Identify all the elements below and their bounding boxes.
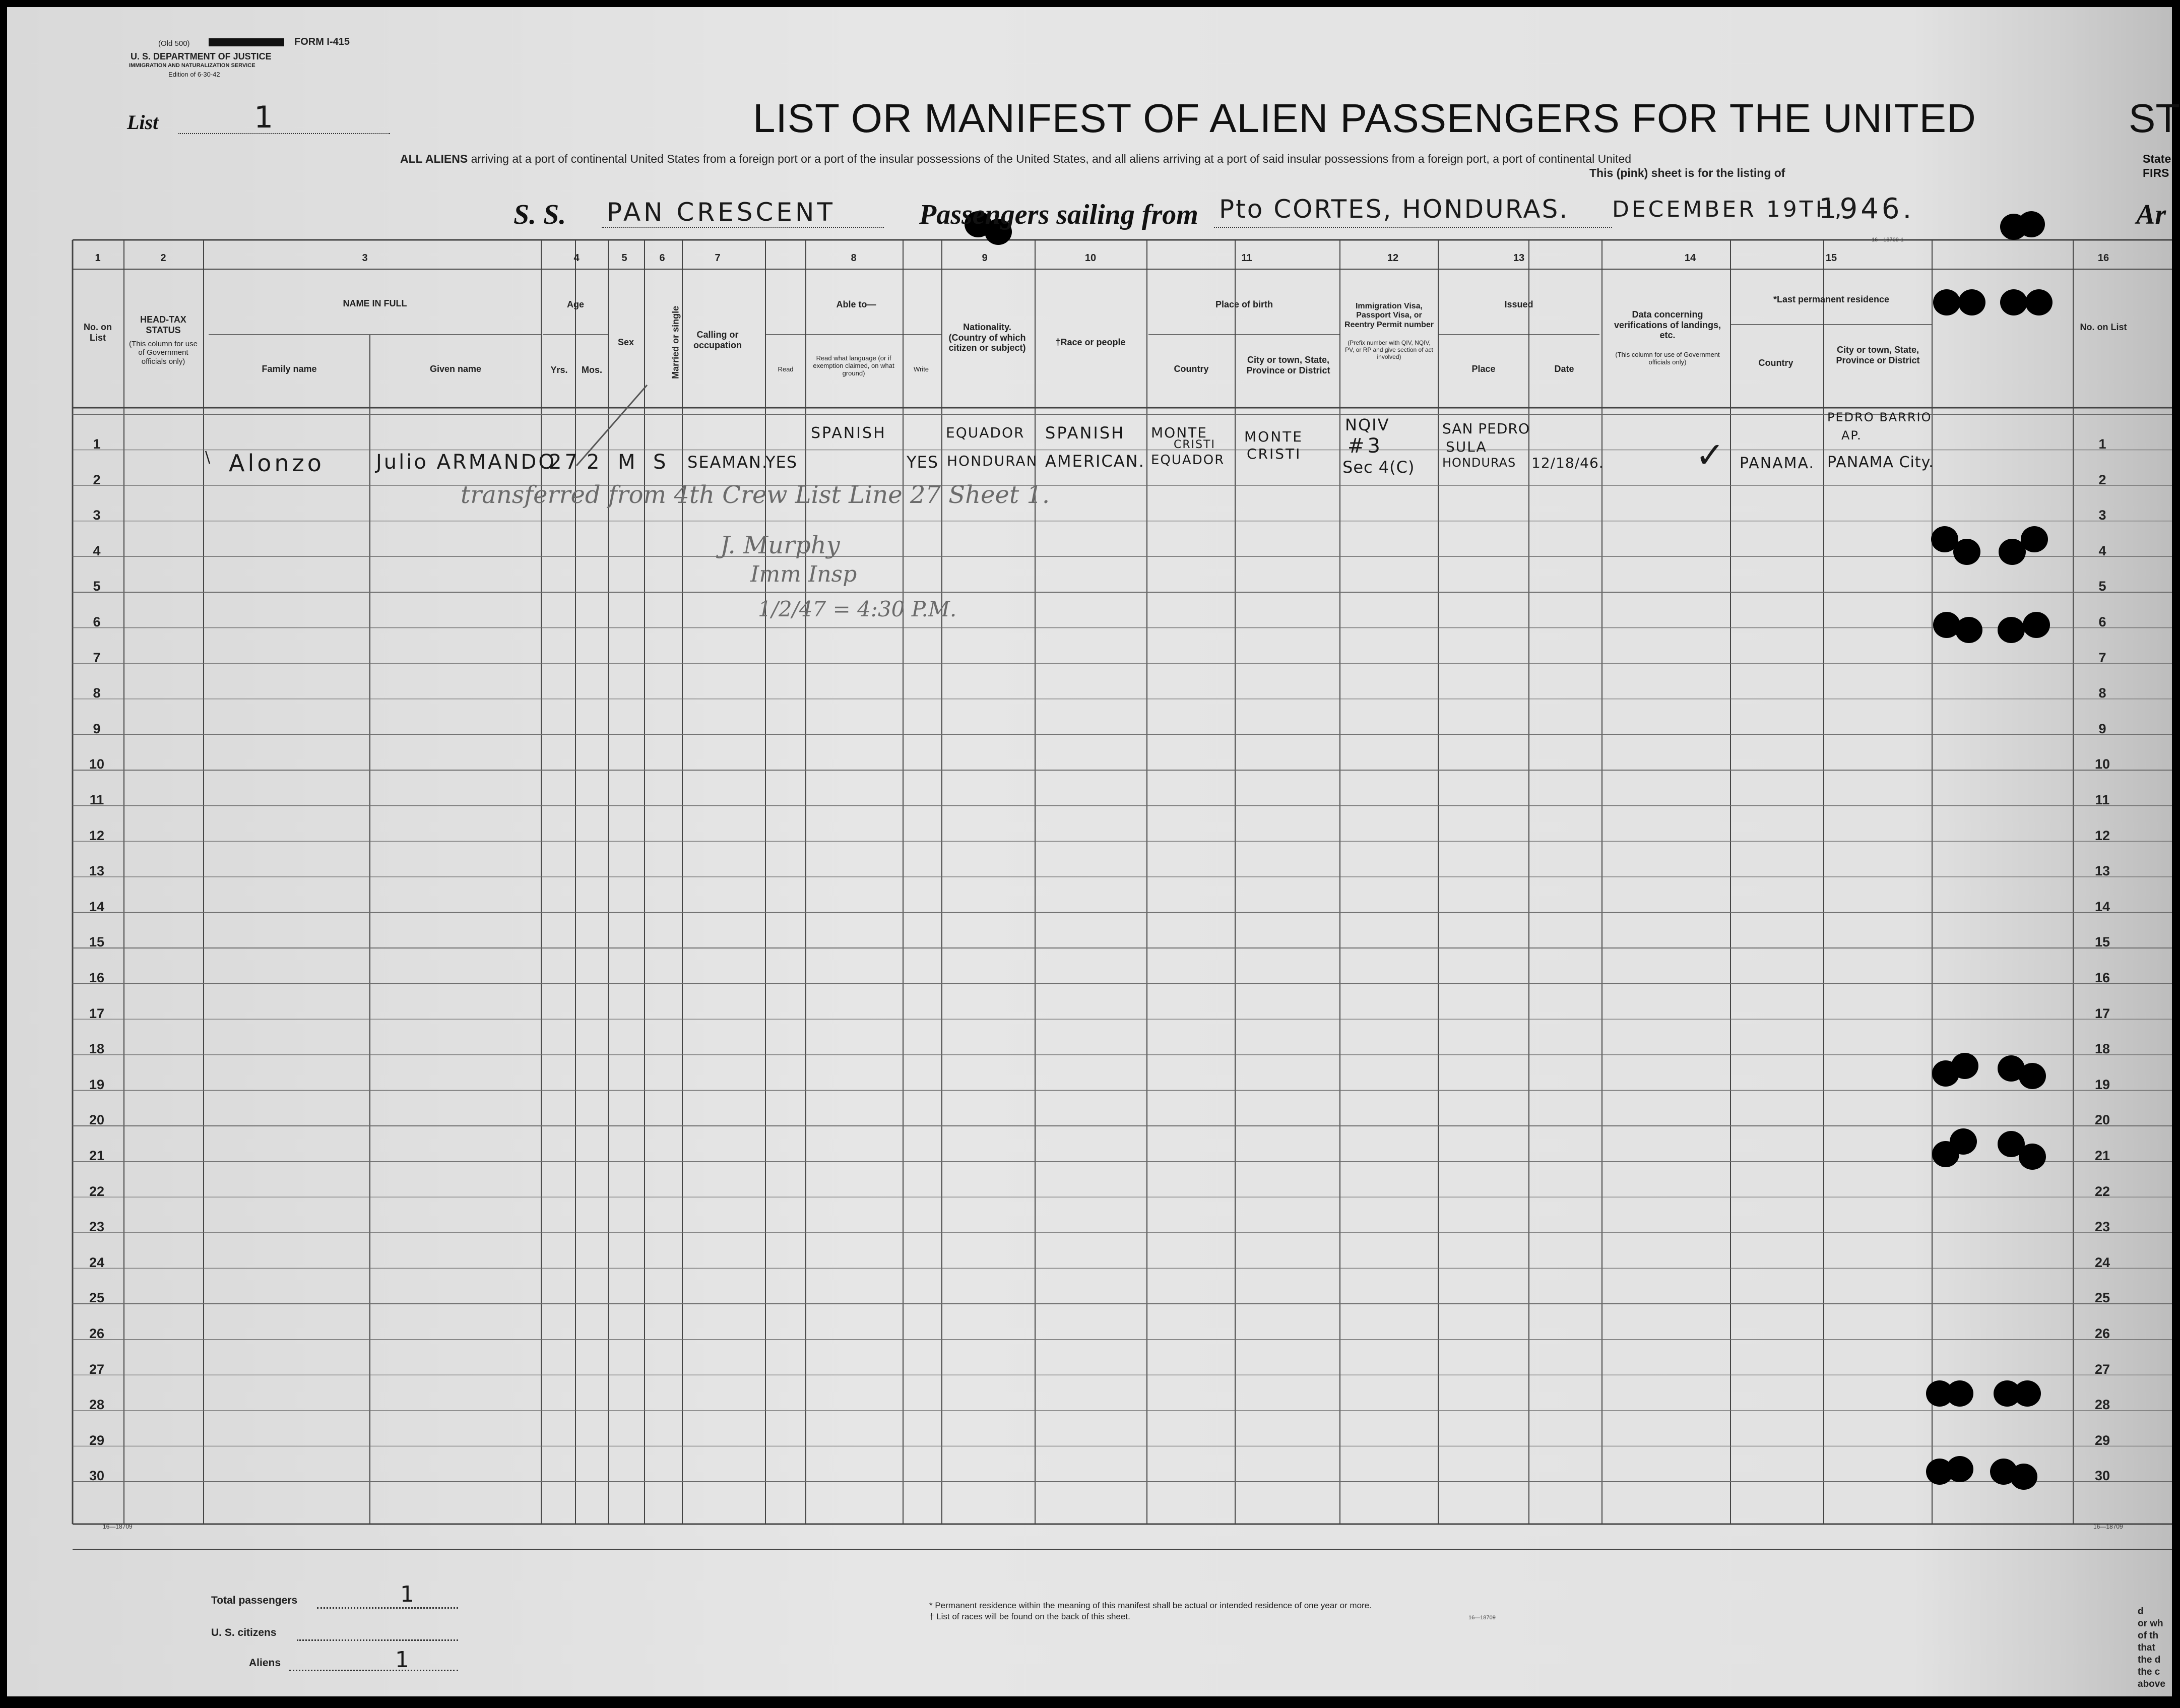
inspector-signature: J. Murphy — [720, 531, 840, 559]
given-name: Julio ARMANDO — [376, 451, 556, 474]
punch-hole — [2010, 1464, 2037, 1490]
hdr-visa-note: (Prefix number with QIV, NQIV, PV, or RP and give section of act involved) — [1345, 339, 1433, 360]
hdr-family-name: Family name — [262, 364, 317, 374]
aliens-dotline — [289, 1670, 458, 1671]
port-dotline — [1214, 227, 1612, 228]
row-number: 1 — [2098, 436, 2106, 452]
hdr-res-country: Country — [1758, 358, 1793, 368]
row-number: 20 — [2094, 1112, 2110, 1128]
punch-hole — [2000, 289, 2027, 315]
col-num-6: 6 — [659, 252, 665, 264]
row-number: 25 — [2094, 1290, 2110, 1306]
edge-fragment: or wh — [2138, 1618, 2163, 1629]
hdr-calling: Calling or occupation — [693, 330, 742, 350]
row-number: 23 — [89, 1219, 105, 1235]
row-number: 30 — [89, 1468, 105, 1484]
race-1: SPANISH — [1045, 423, 1125, 442]
edge-fragment: the c — [2138, 1667, 2160, 1677]
row-number: 11 — [2095, 792, 2110, 807]
sailing-label: Passengers sailing from — [919, 199, 1198, 230]
row-number: 10 — [2094, 756, 2110, 772]
footnote-code: 16—18709 — [1468, 1615, 1496, 1621]
col-num-7: 7 — [715, 252, 721, 264]
intro-line-1: arriving at a port of continental United States from a foreign port or a port of the insular possessions of the United States, and all aliens arriving at a port of said insular possessions from a foreign port, a port of continental United — [471, 152, 1632, 165]
code-left: 16—18709 — [103, 1523, 133, 1530]
birth-country-2: CRISTI — [1174, 438, 1216, 451]
edition: Edition of 6-30-42 — [168, 71, 220, 78]
row-number: 18 — [2094, 1041, 2110, 1057]
service: IMMIGRATION AND NATURALIZATION SERVICE — [129, 62, 255, 69]
total-passengers-label: Total passengers — [211, 1595, 298, 1606]
row-number: 23 — [2094, 1219, 2110, 1235]
right-cut-3: Ar — [2136, 199, 2166, 230]
visa-1: NQIV — [1345, 415, 1390, 434]
row-number: 6 — [93, 614, 101, 629]
intro-text — [400, 152, 1631, 166]
sailing-from: Pto CORTES, HONDURAS. — [1219, 195, 1569, 224]
punch-hole — [2014, 1380, 2041, 1407]
hdr-head-tax-note: (This column for use of Government officials only) — [129, 340, 198, 366]
hdr-res-city: City or town, State, Province or District — [1836, 345, 1920, 365]
sailing-year: 1946. — [1819, 193, 1915, 225]
race-2: AMERICAN. — [1045, 452, 1145, 471]
hdr-able-to: Able to— — [836, 299, 876, 309]
hdr-read: Read — [778, 365, 794, 373]
intro-bold: ALL ALIENS — [400, 152, 468, 165]
edge-fragment: d — [2138, 1606, 2144, 1617]
col-num-16: 16 — [2097, 252, 2109, 264]
code-right: 16—18709 — [2093, 1523, 2123, 1530]
punch-hole — [1953, 539, 1980, 565]
row-number: 2 — [93, 472, 101, 487]
edge-fragment: the d — [2138, 1655, 2161, 1665]
sailing-date: DECEMBER 19TH, — [1612, 197, 1844, 222]
row-number: 16 — [2094, 970, 2110, 985]
row-number: 16 — [89, 970, 105, 985]
row-number: 21 — [2094, 1148, 2110, 1163]
row-number: 4 — [2098, 543, 2106, 558]
residence-city-2: AP. — [1841, 428, 1862, 442]
row-number: 27 — [2094, 1361, 2110, 1377]
edge-fragment: that — [2138, 1642, 2155, 1653]
nationality-1: EQUADOR — [946, 424, 1025, 441]
col-num-9: 9 — [982, 252, 988, 264]
row-number: 10 — [89, 756, 105, 772]
hdr-verifications-note: (This column for use of Government officials only) — [1615, 351, 1720, 366]
edge-fragment: above — [2138, 1679, 2165, 1689]
visa-2: #3 — [1348, 434, 1383, 458]
hdr-given-name: Given name — [429, 364, 482, 374]
col-num-13: 13 — [1513, 252, 1525, 264]
birth-city-1: MONTE — [1244, 428, 1303, 445]
transfer-stamp: 1/2/47 = 4:30 P.M. — [758, 597, 957, 621]
row-number: 18 — [89, 1041, 105, 1057]
family-name: Alonzo — [229, 450, 325, 477]
row-number: 28 — [2094, 1397, 2110, 1413]
row-number: 4 — [93, 543, 101, 558]
col-num-8: 8 — [851, 252, 857, 264]
list-number: 1 — [254, 100, 277, 135]
row-number: 29 — [2094, 1432, 2110, 1448]
row-number: 11 — [89, 792, 104, 807]
col-num-15: 15 — [1825, 252, 1837, 264]
row-number: 1 — [93, 436, 101, 452]
row-number: 12 — [89, 828, 105, 843]
col-num-3: 3 — [362, 252, 368, 264]
row-number: 5 — [2098, 579, 2106, 594]
row-number: 15 — [89, 934, 105, 950]
row-number: 3 — [2098, 508, 2106, 523]
ship-dotline — [602, 227, 884, 228]
edge-fragments — [2138, 1606, 2165, 1690]
issued-place-1: SAN PEDRO — [1442, 420, 1530, 437]
row-number: 26 — [89, 1326, 105, 1341]
row-number: 27 — [89, 1361, 105, 1377]
row-number: 19 — [2094, 1077, 2110, 1092]
row-number: 25 — [89, 1290, 105, 1306]
row-number: 19 — [89, 1077, 105, 1092]
issued-date: 12/18/46. — [1531, 455, 1604, 471]
read-language: SPANISH — [811, 424, 886, 442]
list-label: List — [127, 111, 159, 134]
total-dotline — [317, 1607, 458, 1609]
row-number: 6 — [2098, 614, 2106, 629]
head-tax-mark: \ — [205, 449, 214, 466]
row-number: 8 — [2098, 685, 2106, 701]
row-number: 13 — [2094, 863, 2110, 879]
punch-hole — [2019, 1144, 2046, 1170]
row-number: 28 — [89, 1397, 105, 1413]
row-number: 14 — [89, 899, 105, 914]
row-number: 12 — [2094, 828, 2110, 843]
hdr-issued-date: Date — [1554, 364, 1574, 374]
marital-status: S — [653, 451, 669, 474]
punch-hole — [1933, 289, 1960, 315]
old-number: (Old 500) — [158, 39, 190, 48]
col-num-14: 14 — [1684, 252, 1696, 264]
pencil-age-stroke — [571, 380, 672, 471]
right-cut-2: FIRS — [2143, 166, 2169, 179]
visa-3: Sec 4(C) — [1342, 458, 1415, 477]
transfer-note: transferred from 4th Crew List Line 27 Sheet 1. — [461, 481, 1050, 509]
manifest-sheet — [7, 7, 2180, 1696]
verification-check: ✓ — [1695, 434, 1728, 476]
citizens-dotline — [297, 1639, 458, 1641]
list-underline — [178, 133, 390, 134]
hdr-name-in-full: NAME IN FULL — [343, 298, 407, 308]
hdr-age: Age — [566, 299, 584, 309]
hdr-head-tax: HEAD-TAX STATUS — [140, 314, 186, 335]
row-number: 20 — [89, 1112, 105, 1128]
occupation: SEAMAN. — [687, 453, 768, 472]
punch-hole — [2025, 289, 2053, 315]
hdr-write: Write — [913, 365, 929, 373]
nationality-2: HONDURAN — [947, 453, 1038, 469]
issued-place-2: SULA — [1446, 438, 1487, 455]
hdr-visa: Immigration Visa, Passport Visa, or Reentry Permit number — [1344, 302, 1434, 329]
punch-hole — [1955, 617, 1982, 643]
hdr-col16-no: No. on List — [2080, 322, 2127, 332]
can-write: YES — [907, 453, 939, 472]
us-citizens-label: U. S. citizens — [211, 1627, 277, 1638]
ship-name: PAN CRESCENT — [607, 198, 836, 227]
hdr-race: †Race or people — [1055, 337, 1126, 347]
punch-hole — [1951, 1053, 1978, 1079]
hdr-birth-city: City or town, State, Province or District — [1246, 355, 1330, 375]
row-number: 8 — [93, 685, 101, 701]
hdr-no-on-list: No. on List — [84, 322, 112, 343]
department: U. S. DEPARTMENT OF JUSTICE — [131, 51, 272, 61]
punch-hole — [1946, 1380, 1973, 1407]
ss-label: S. S. — [514, 199, 566, 230]
row-number: 2 — [2098, 472, 2106, 487]
row-number: 17 — [2094, 1005, 2110, 1021]
title-continuation: ST — [2129, 96, 2180, 141]
hdr-sex: Sex — [617, 337, 634, 347]
punch-hole — [2019, 1063, 2046, 1089]
row-number: 7 — [93, 650, 101, 665]
col-num-10: 10 — [1084, 252, 1097, 264]
can-read: YES — [765, 453, 798, 472]
residence-country: PANAMA. — [1740, 455, 1815, 472]
aliens-label: Aliens — [249, 1657, 281, 1669]
col-num-2: 2 — [160, 252, 166, 264]
punch-hole — [2023, 612, 2050, 638]
row-number: 17 — [89, 1005, 105, 1021]
hdr-read-language: Read what language (or if exemption claimed, on what ground) — [813, 354, 894, 377]
birth-country-3: EQUADOR — [1151, 453, 1225, 468]
hdr-nationality: Nationality. (Country of which citizen or subject) — [948, 322, 1026, 353]
inspector-title: Imm Insp — [750, 561, 857, 587]
birth-country-1: MONTE — [1151, 424, 1207, 441]
hdr-mos: Mos. — [581, 365, 602, 375]
hdr-yrs: Yrs. — [550, 365, 568, 375]
col-num-11: 11 — [1241, 252, 1252, 264]
col-num-12: 12 — [1387, 252, 1399, 264]
row-number: 21 — [89, 1148, 105, 1163]
residence-city-3: PANAMA City. — [1827, 454, 1934, 471]
row-number: 15 — [2094, 934, 2110, 950]
row-number: 13 — [89, 863, 105, 879]
residence-city-1: PEDRO BARRIO — [1827, 410, 1932, 424]
hdr-married: Married or single — [670, 305, 681, 379]
hdr-issued: Issued — [1504, 299, 1533, 309]
redaction-bar — [209, 38, 284, 46]
hdr-verifications: Data concerning verifications of landings, etc. — [1614, 309, 1721, 341]
hdr-issued-place: Place — [1471, 364, 1496, 374]
row-number: 30 — [2094, 1468, 2110, 1484]
age-years: 27 — [549, 451, 581, 474]
hdr-birth-country: Country — [1174, 364, 1209, 374]
form-number: FORM I-415 — [294, 36, 350, 47]
age-months: 2 — [587, 451, 603, 474]
intro-line-2: This (pink) sheet is for the listing of — [1589, 166, 1785, 179]
punch-hole — [1998, 617, 2025, 643]
row-number: 24 — [89, 1254, 105, 1270]
row-number: 22 — [2094, 1183, 2110, 1199]
birth-city-2: CRISTI — [1247, 446, 1302, 462]
row-number: 26 — [2094, 1326, 2110, 1341]
row-number: 14 — [2094, 899, 2110, 914]
issued-place-3: HONDURAS — [1442, 456, 1516, 470]
row-number: 9 — [93, 721, 101, 736]
row-number: 7 — [2098, 650, 2106, 665]
row-number: 5 — [93, 579, 101, 594]
punch-hole — [1950, 1128, 1977, 1155]
manifest-title: LIST OR MANIFEST OF ALIEN PASSENGERS FOR THE UNITED — [753, 96, 1976, 141]
footnote-1: * Permanent residence within the meaning of this manifest shall be actual or intended residence of one year or more. — [929, 1601, 1372, 1610]
side-code-top: 16—18709-1 — [1872, 237, 1904, 243]
punch-hole — [2021, 526, 2048, 552]
aliens-value: 1 — [395, 1647, 412, 1673]
hdr-place-of-birth: Place of birth — [1215, 299, 1273, 309]
punch-hole — [2018, 211, 2045, 237]
hdr-last-residence: *Last permanent residence — [1773, 294, 1890, 304]
footnote-2: † List of races will be found on the back of this sheet. — [929, 1612, 1130, 1621]
edge-fragment: of th — [2138, 1630, 2159, 1641]
col-num-5: 5 — [621, 252, 627, 264]
row-number: 24 — [2094, 1254, 2110, 1270]
punch-hole — [1946, 1456, 1973, 1482]
row-number: 9 — [2098, 721, 2106, 736]
row-number: 29 — [89, 1432, 105, 1448]
total-passengers-value: 1 — [400, 1582, 417, 1607]
row-number: 22 — [89, 1183, 105, 1199]
punch-hole — [1958, 289, 1985, 315]
row-number: 3 — [93, 508, 101, 523]
col-num-1: 1 — [95, 252, 101, 264]
right-cut-1: State — [2143, 152, 2171, 165]
col-num-4: 4 — [573, 252, 580, 264]
sex: M — [618, 451, 638, 474]
